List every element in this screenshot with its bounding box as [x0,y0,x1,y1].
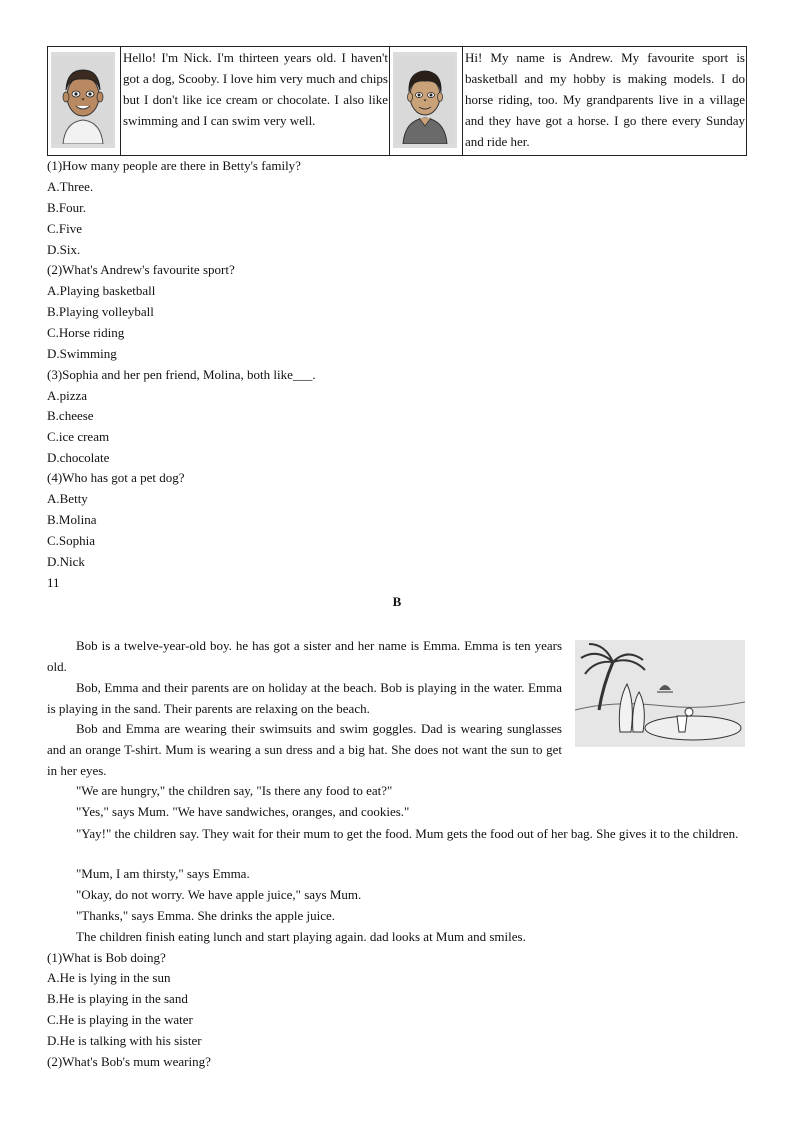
dialogue-line-1: "We are hungry," the children say, "Is there any food to eat?" [76,783,393,798]
q3-option-b[interactable]: B.cheese [47,408,94,423]
section-heading-b: B [392,594,402,609]
nick-picture-cell [48,47,121,156]
dialogue-line-2: "Yes," says Mum. "We have sandwiches, oranges, and cookies." [76,804,410,819]
q1-option-b[interactable]: B.Four. [47,200,87,215]
closing-line: The children finish eating lunch and start playing again. dad looks at Mum and smiles. [76,929,526,944]
b-q1-option-c[interactable]: C.He is playing in the water [47,1012,193,1027]
q4-option-a[interactable]: A.Betty [47,491,88,506]
q3-option-d[interactable]: D.chocolate [47,450,110,465]
q2-option-a[interactable]: A.Playing basketball [47,283,156,298]
intro-table [47,46,747,156]
paragraph-1: Bob is a twelve-year-old boy. he has got a sister and her name is Emma. Emma is ten years old. [47,638,562,674]
b-question-2: (2)What's Bob's mum wearing? [47,1054,211,1069]
q2-option-c[interactable]: C.Horse riding [47,325,125,340]
nick-intro-text: Hello! I'm Nick. I'm thirteen years old. I haven't got a dog, Scooby. I love him very much and chips but I don't like ice cream or chocolate. I also like swimming and I can swim very well. [121,47,390,156]
andrew-avatar [393,52,457,148]
paragraph-2: Bob, Emma and their parents are on holiday at the beach. Bob is playing in the water. Emma is playing in the sand. Their parents are relaxing on the beach. [47,680,562,716]
dialogue-line-4: "Okay, do not worry. We have apple juice," says Mum. [76,887,362,902]
q3-option-c[interactable]: C.ice cream [47,429,110,444]
question-3: (3)Sophia and her pen friend, Molina, both like___. [47,367,316,382]
q1-option-d[interactable]: D.Six. [47,242,81,257]
b-q1-option-d[interactable]: D.He is talking with his sister [47,1033,202,1048]
nick-avatar [51,52,115,148]
q2-option-b[interactable]: B.Playing volleyball [47,304,154,319]
andrew-picture-cell [390,47,463,156]
dialogue-line-3: "Mum, I am thirsty," says Emma. [76,866,250,881]
paragraph-3: Bob and Emma are wearing their swimsuits and swim goggles. Dad is wearing sunglasses and an orange T-shirt. Mum is wearing a sun dress and a big hat. She does not want the sun to get in her eyes. [47,721,562,778]
dialogue-line-5: "Thanks," says Emma. She drinks the apple juice. [76,908,336,923]
paragraph-6: "Yay!" the children say. They wait for their mum to get the food. Mum gets the food out of her bag. She gives it to the children. [76,826,739,841]
q4-option-d[interactable]: D.Nick [47,554,85,569]
question-2: (2)What's Andrew's favourite sport? [47,262,235,277]
q1-option-a[interactable]: A.Three. [47,179,94,194]
question-4: (4)Who has got a pet dog? [47,470,185,485]
beach-illustration [575,640,745,747]
andrew-intro-text: Hi! My name is Andrew. My favourite sport is basketball and my hobby is making models. I do horse riding, too. My grandparents live in a village and they have got a horse. I go there every Sunday and ride her. [463,47,747,156]
q4-option-c[interactable]: C.Sophia [47,533,96,548]
q2-option-d[interactable]: D.Swimming [47,346,117,361]
q4-option-b[interactable]: B.Molina [47,512,97,527]
b-q1-option-b[interactable]: B.He is playing in the sand [47,991,188,1006]
question-1: (1)How many people are there in Betty's family? [47,158,301,173]
b-q1-option-a[interactable]: A.He is lying in the sun [47,970,171,985]
answer-number: 11 [47,575,60,590]
q1-option-c[interactable]: C.Five [47,221,83,236]
q3-option-a[interactable]: A.pizza [47,388,88,403]
b-question-1: (1)What is Bob doing? [47,950,166,965]
